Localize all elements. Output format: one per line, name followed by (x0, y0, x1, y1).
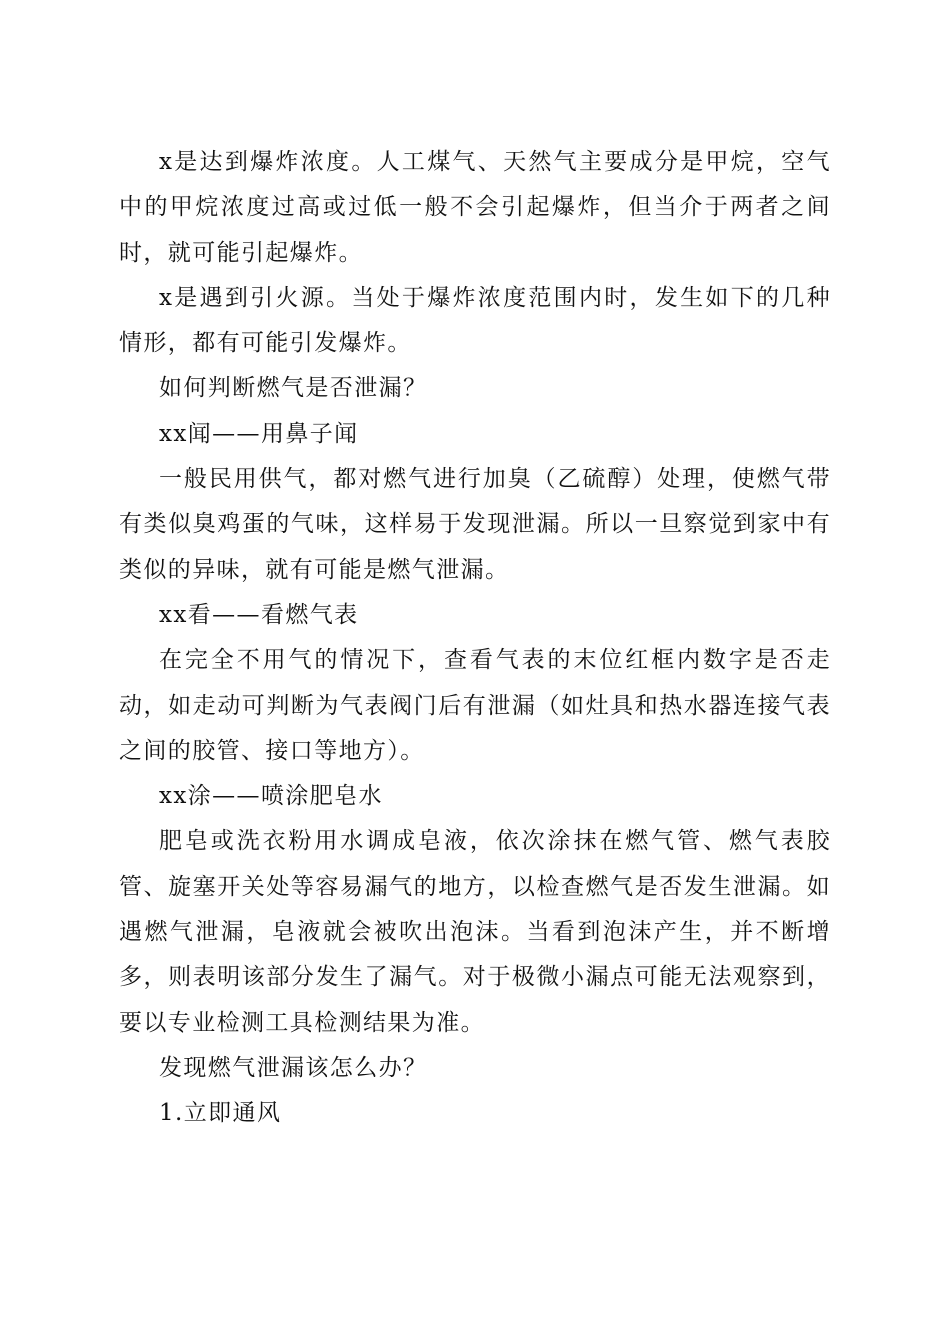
subheading-check-meter: xx看——看燃气表 (159, 601, 359, 628)
paragraph-explosion-concentration: x是达到爆炸浓度。人工煤气、天然气主要成分是甲烷，空气中的甲烷浓度过高或过低一般不会引起爆炸，但当介于两者之间时，就可能引起爆炸。 (119, 149, 831, 266)
paragraph-ignition-source: x是遇到引火源。当处于爆炸浓度范围内时，发生如下的几种情形，都有可能引发爆炸。 (119, 284, 831, 357)
document-body (119, 140, 831, 1137)
paragraph-smell-detail: 一般民用供气，都对燃气进行加臭（乙硫醇）处理，使燃气带有类似臭鸡蛋的气味，这样易于发现泄漏。所以一旦察觉到家中有类似的异味，就有可能是燃气泄漏。 (119, 466, 831, 583)
heading-how-to-detect-leak: 如何判断燃气是否泄漏？ (159, 375, 428, 402)
heading-what-to-do: 发现燃气泄漏该怎么办？ (159, 1054, 428, 1081)
list-item-ventilate: 1.立即通风 (159, 1100, 282, 1127)
paragraph-soap-detail: 肥皂或洗衣粉用水调成皂液，依次涂抹在燃气管、燃气表胶管、旋塞开关处等容易漏气的地方，以检查燃气是否发生泄漏。如遇燃气泄漏，皂液就会被吹出泡沫。当看到泡沫产生，并不断增多，则表明该部分发生了漏气。对于极微小漏点可能无法观察到，要以专业检测工具检测结果为准。 (119, 828, 831, 1036)
paragraph-meter-detail: 在完全不用气的情况下，查看气表的末位红框内数字是否走动，如走动可判断为气表阀门后有泄漏（如灶具和热水器连接气表之间的胶管、接口等地方）。 (119, 647, 831, 764)
subheading-soap-water: xx涂——喷涂肥皂水 (159, 783, 383, 810)
subheading-smell: xx闻——用鼻子闻 (159, 420, 359, 447)
